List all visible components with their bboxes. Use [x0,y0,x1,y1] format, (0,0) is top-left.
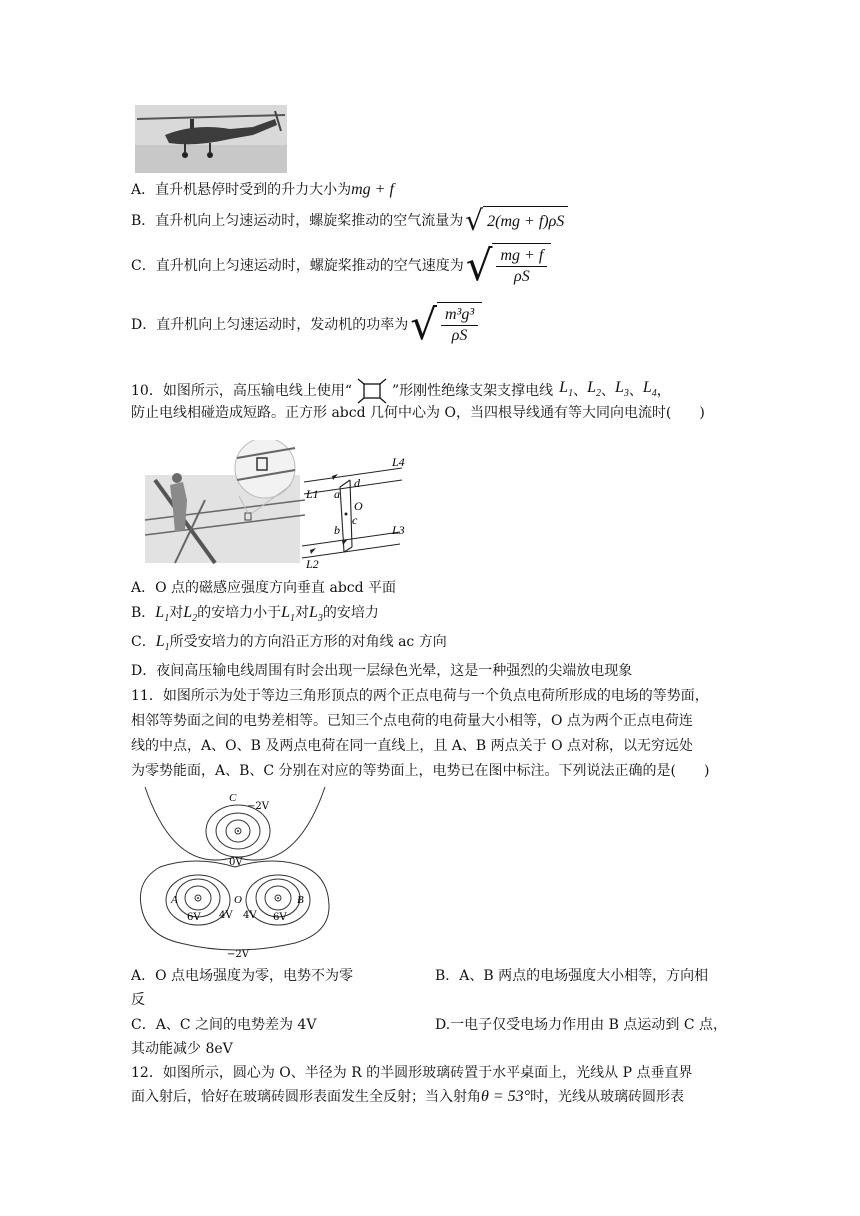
label-d: d [354,476,360,490]
label-0v: 0V [229,857,243,868]
label-l3: L3 [392,523,405,537]
wire-l3: $L_3$ [309,604,323,625]
q11-option-d: D.一电子仅受电场力作用由 B 点运动到 C 点， [435,1017,727,1033]
q9-option-d-text: D．直升机向上匀速运动时，发动机的功率为 [131,317,409,333]
q10-stem-part-1: 10．如图所示，高压输电线上使用“ [131,383,352,400]
label-l2: L2 [306,557,319,571]
q9-option-a-text: A．直升机悬停时受到的升力大小为 [131,182,352,198]
helicopter-photo [135,105,287,173]
wire-l1: $L_1$ [155,633,170,654]
label-b: B [297,894,304,906]
q9-option-c-text: C．直升机向上匀速运动时，螺旋桨推动的空气速度为 [131,258,464,274]
q10-stem-line-2: 防止电线相碰造成短路。正方形 abcd 几何中心为 O，当四根导线通有等大同向电流时( ) [131,405,705,421]
q9-option-b-math: 2(mg + f)ρS [483,206,568,236]
label-minus-2v-top: −2V [247,801,269,812]
label-4v-left: 4V [219,910,233,921]
label-b: b [334,523,340,537]
sqrt-sign: √ 2(mg + f)ρS [465,206,568,236]
q12-angle-math: θ = 53° [481,1088,531,1105]
power-line-worker-photo [145,440,305,565]
q10-option-b [131,603,379,629]
wire-l4: $L_4$ [642,379,657,400]
label-l4: L4 [392,455,405,469]
label-o: O [234,894,242,906]
wire-l2: $L_2$ [183,604,198,625]
wire-l3: $L_3$ [614,379,629,400]
q12-stem-line-2 [131,1087,684,1107]
q10-option-b-text-1: 对 [169,605,184,621]
q9-option-c [131,243,551,289]
q10-option-b-label: B． [131,605,156,621]
q11-option-b: B．A、B 两点的电场强度大小相等，方向相 [435,968,709,984]
q9-option-b-text: B．直升机向上匀速运动时，螺旋桨推动的空气流量为 [131,213,464,229]
q9-option-d-numerator: m³g³ [441,305,478,326]
q10-stem-line-1: 10．如图所示，高压输电线上使用“ ”形刚性绝缘支架支撑电线 $L_1$ 、 $L_2$ 、 $L_3$ 、 $L_4$ ， [131,378,671,404]
label-6v-right: 6V [273,912,287,923]
q9-option-b [131,206,568,236]
label-o: O [354,499,363,513]
q10-option-c-label: C． [131,634,156,650]
label-minus-2v-bottom: −2V [227,949,249,960]
equipotential-diagram [135,785,335,960]
q10-option-a: A．O 点的磁感应强度方向垂直 abcd 平面 [131,580,397,596]
q9-option-d-denominator: ρS [451,327,468,344]
sqrt-sign: √ $\frac{\text{m³g³}}{\rho S}$ [410,302,482,348]
wire-diagram [292,452,417,572]
q9-option-d [131,302,482,348]
q11-stem-line-3: 线的中点，A、O、B 及两点电荷在同一直线上，且 A、B 两点关于 O 点对称，以无穷远处 [131,738,694,754]
q10-option-b-text-3: 对 [295,605,310,621]
q12-stem-part-2: 时，光线从玻璃砖圆形表 [530,1089,685,1105]
label-c: c [352,513,358,527]
wire-l2: $L_2$ [587,379,601,400]
sqrt-sign: √ $\frac{mg + f}{\rho S}$ [466,243,552,289]
q11-option-b-continued: 反 [131,992,145,1008]
q11-stem-line-1: 11．如图所示为处于等边三角形顶点的两个正点电荷与一个负点电荷所形成的电场的等势面， [131,688,709,704]
q10-stem-part-2: ”形刚性绝缘支架支撑电线 [391,383,554,400]
q9-option-a-math: mg + f [351,181,394,198]
q9-option-a [131,180,394,200]
label-a: A [171,894,178,906]
label-l1: L1 [306,487,319,501]
q10-option-c-text: 所受安培力的方向沿正方形的对角线 ac 方向 [169,634,447,650]
q12-stem-part-1: 面入射后，恰好在玻璃砖圆形表面发生全反射；当入射角 [131,1089,481,1105]
label-6v-left: 6V [187,912,201,923]
q12-stem-line-1: 12．如图所示，圆心为 O、半径为 R 的半圆形玻璃砖置于水平桌面上，光线从 P 点垂直界 [131,1065,693,1081]
q10-option-c [131,632,447,658]
q11-option-d-continued: 其动能减少 8eV [131,1041,233,1057]
q9-option-c-denominator: ρS [514,268,530,285]
wire-l1: $L_1$ [155,604,170,625]
q9-option-c-numerator: mg + f [496,246,547,267]
q11-stem-line-4: 为零势能面，A、B、C 分别在对应的等势面上，电势已在图中标注。下列说法正确的是( ) [131,763,710,779]
wire-l1: $L_1$ [281,604,296,625]
label-4v-right: 4V [243,910,257,921]
wire-l1: $L_1$ [559,379,574,400]
q11-option-c: C．A、C 之间的电势差为 4V [131,1017,317,1033]
q10-option-b-text-4: 的安培力 [322,605,379,621]
q10-option-d: D．夜间高压输电线周围有时会出现一层绿色光晕，这是一种强烈的尖端放电现象 [131,663,633,679]
q10-option-b-text-2: 的安培力小于 [197,605,282,621]
label-a: a [334,487,340,501]
q11-option-a: A．O 点电场强度为零，电势不为零 [131,968,354,984]
spacer-frame-icon [356,378,388,404]
label-c: C [229,792,237,804]
q11-stem-line-2: 相邻等势面之间的电势差相等。已知三个点电荷的电荷量大小相等，O 点为两个正点电荷连 [131,713,693,729]
